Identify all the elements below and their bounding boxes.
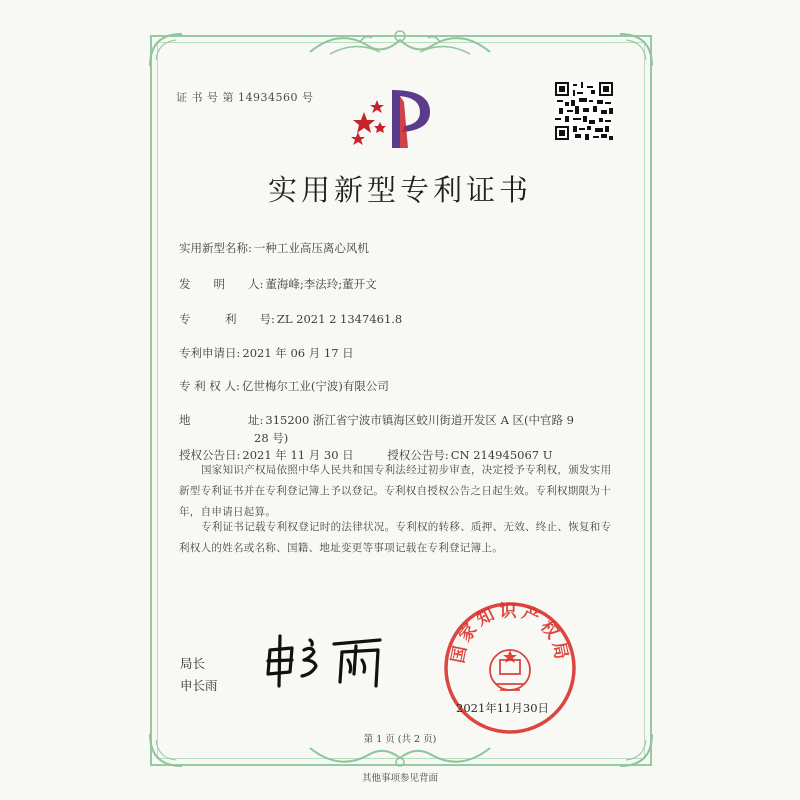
body-paragraph-2: 专利证书记载专利权登记时的法律状况。专利权的转移、质押、无效、终止、恢复和专利权人的姓名或名称、国籍、地址变更等事项记载在专利登记簿上。 bbox=[179, 521, 612, 554]
signatory-role: 局长 bbox=[180, 656, 206, 671]
cnipa-logo-icon bbox=[344, 82, 436, 152]
official-seal-icon bbox=[440, 598, 580, 738]
field-value: 董海峰;李法玲;董开文 bbox=[265, 277, 377, 291]
field-address bbox=[179, 412, 574, 428]
qr-code-icon bbox=[555, 82, 613, 140]
field-patentee bbox=[179, 378, 389, 394]
field-address-line2: 28 号) bbox=[254, 431, 289, 445]
certificate-title: 实用新型专利证书 bbox=[267, 173, 532, 207]
field-label: 专利申请日: bbox=[179, 346, 241, 360]
field-value: ZL 2021 2 1347461.8 bbox=[276, 312, 403, 326]
top-ornament bbox=[300, 22, 500, 62]
field-label: 授权公告号: bbox=[387, 448, 449, 462]
field-label: 实用新型名称: bbox=[179, 241, 252, 255]
handwritten-signature bbox=[262, 630, 392, 690]
field-filing-date bbox=[179, 345, 354, 361]
corner-ornament-top-left bbox=[146, 30, 186, 70]
seal-text: 国家知识产权局 bbox=[448, 601, 572, 665]
field-label: 发 明 人: bbox=[179, 277, 264, 291]
field-value: 亿世梅尔工业(宁波)有限公司 bbox=[241, 379, 389, 393]
field-value: 2021 年 11 月 30 日 bbox=[242, 448, 354, 462]
field-value: 315200 浙江省宁波市镇海区蛟川街道开发区 A 区(中官路 9 bbox=[265, 413, 575, 427]
field-value: 一种工业高压离心风机 bbox=[253, 241, 369, 255]
body-paragraph-1: 国家知识产权局依照中华人民共和国专利法经过初步审查，决定授予专利权，颁发实用新型专利证书并在专利登记簿上予以登记。专利权自授权公告之日起生效。专利权期限为十年，自申请日起算。 bbox=[179, 464, 612, 518]
field-patent-number bbox=[179, 311, 402, 327]
seal-date: 2021年11月30日 bbox=[456, 701, 550, 715]
field-label: 专 利 号: bbox=[179, 312, 275, 326]
field-label: 地 址: bbox=[179, 413, 264, 427]
signatory-name: 申长雨 bbox=[180, 678, 218, 693]
page-number: 第 1 页 (共 2 页) bbox=[363, 734, 437, 745]
field-label: 专 利 权 人: bbox=[179, 379, 240, 393]
field-value: 2021 年 06 月 17 日 bbox=[242, 346, 354, 360]
field-value: CN 214945067 U bbox=[450, 448, 553, 462]
back-side-note: 其他事项参见背面 bbox=[361, 773, 438, 784]
certificate-number: 证 书 号 第 14934560 号 bbox=[176, 91, 314, 104]
field-label: 授权公告日: bbox=[179, 448, 241, 462]
corner-ornament-top-right bbox=[616, 30, 656, 70]
field-utility-model-name bbox=[179, 240, 369, 256]
field-inventors bbox=[179, 276, 377, 292]
